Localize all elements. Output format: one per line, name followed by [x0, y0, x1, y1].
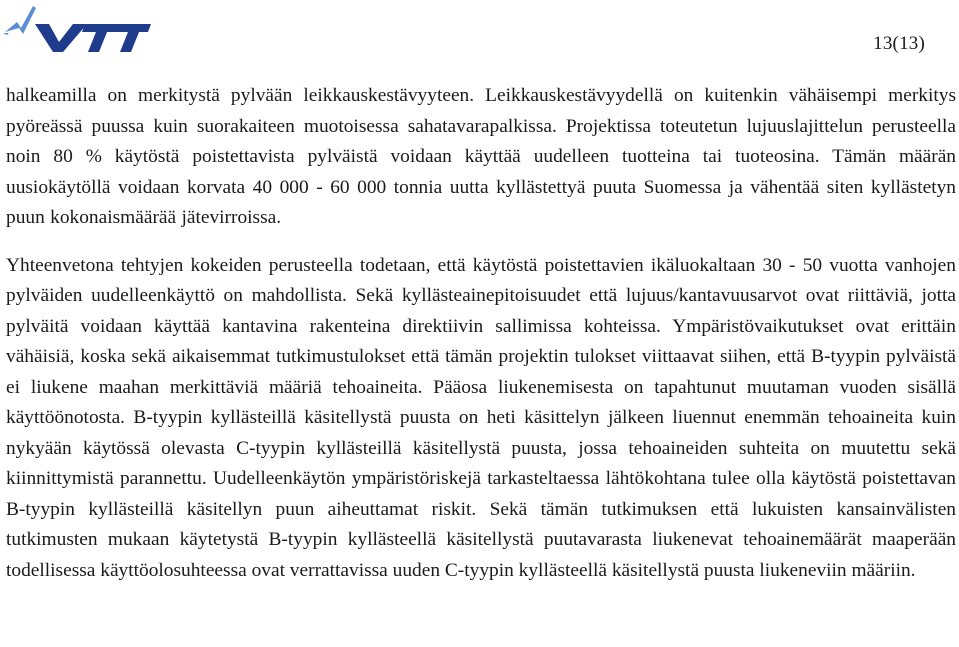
page-number: 13(13): [873, 33, 925, 54]
vtt-logo: [3, 2, 151, 54]
document-body: [6, 81, 956, 586]
page-header: [0, 0, 959, 62]
paragraph-1: halkeamilla on merkitystä pylvään leikkauskestävyyteen. Leikkauskestävyydellä on kuitenkin vähäisempi merkitys pyöreässä puussa kuin suorakaiteen muotoisessa sahatavarapalkissa. Projektissa toteutetun lujuuslajittelun perusteella noin 80 % käytöstä poistettavista pylväistä voidaan käyttää uudelleen tuotteina tai tuoteosina. Tämän määrän uusiokäytöllä voidaan korvata 40 000 - 60 000 tonnia uutta kyllästettyä puuta Suomessa ja vähentää siten kyllästetyn puun kokonaismäärää jätevirroissa.: [6, 85, 956, 228]
paragraph-2: Yhteenvetona tehtyjen kokeiden perusteella todetaan, että käytöstä poistettavien ikäluokaltaan 30 - 50 vuotta vanhojen pylväiden uudelleenkäyttö on mahdollista. Sekä kyllästeainepitoisuudet että lujuus/kantavuusarvot ovat riittäviä, jotta pylväitä voidaan käyttää kantavina rakenteina direktiivin sallimissa kohteissa. Ympäristövaikutukset ovat erittäin vähäisiä, koska sekä aikaisemmat tutkimustulokset että tämän projektin tulokset viittaavat siihen, että B-tyypin pylväistä ei liukene maahan merkittäviä määriä tehoaineita. Pääosa liukenemisesta on tapahtunut muutaman vuoden sisällä käyttöönotosta. B-tyypin kyllästeillä käsitellystä puusta on heti käsittelyn jälkeen liuennut enemmän tehoaineita kuin nykyään käytössä olevasta C-tyypin kyllästeillä käsitellystä puusta, jossa tehoaineiden suhteita on muutettu sekä kiinnittymistä parannettu. Uudelleenkäytön ympäristöriskejä tarkasteltaessa lähtökohtana tulee olla käytöstä poistettavan B-tyypin kyllästeillä käsitellyn puun aiheuttamat riskit. Sekä tämän tutkimuksen että lukuisten kansainvälisten tutkimusten mukaan käytetystä B-tyypin kyllästeellä käsitellystä puutavarasta liukenevat tehoainemäärät maaperään todellisessa käyttöolosuhteessa ovat verrattavissa uuden C-tyypin kyllästeellä käsitellystä puusta liukeneviin määriin.: [6, 254, 956, 581]
